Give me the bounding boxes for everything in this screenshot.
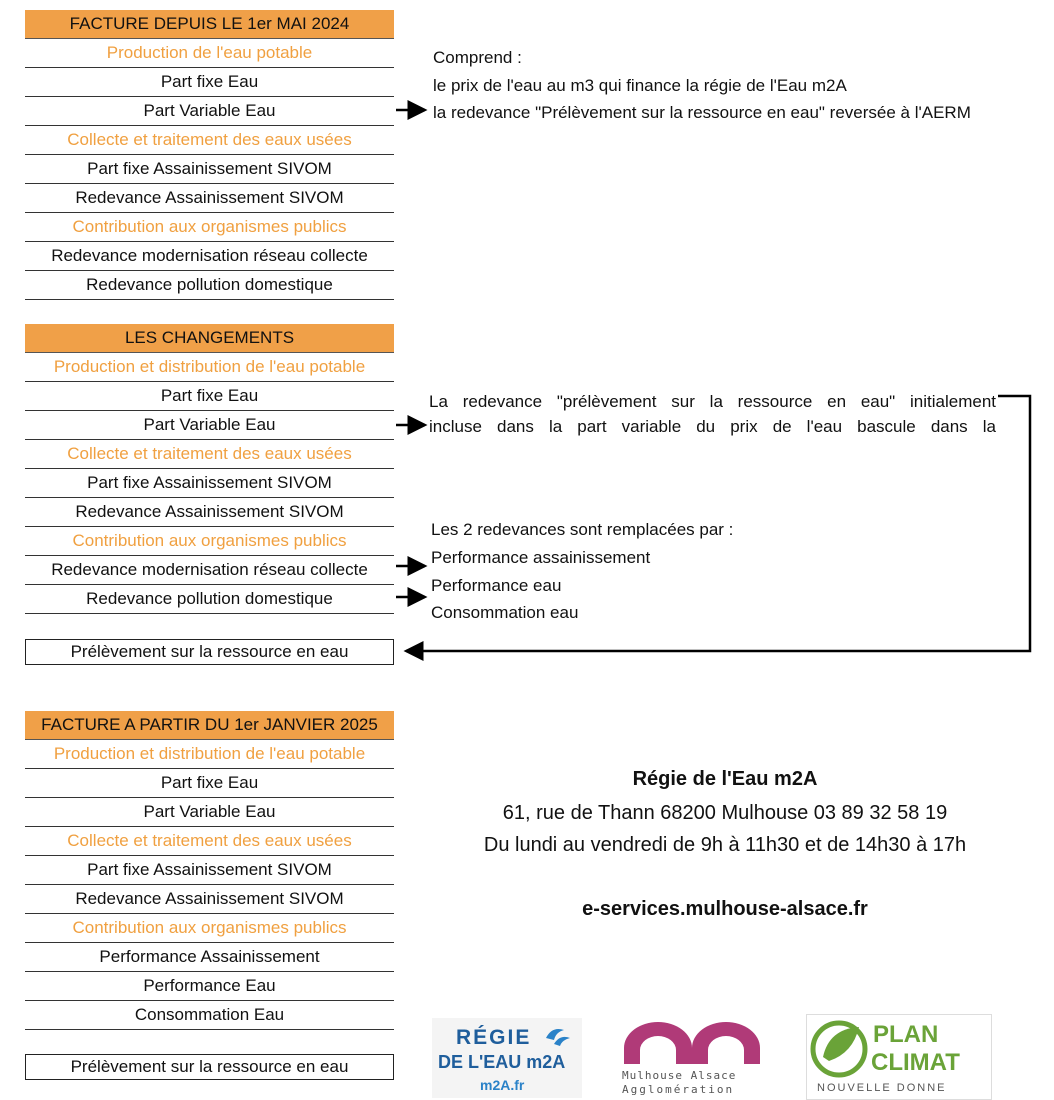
table-row: Performance Eau bbox=[25, 972, 394, 1001]
note-replace-item2: Performance eau bbox=[431, 576, 562, 595]
table-row: Part fixe Assainissement SIVOM bbox=[25, 856, 394, 885]
logo-plan-climat bbox=[806, 1014, 992, 1100]
table-row: Redevance modernisation réseau collecte bbox=[25, 556, 394, 585]
table-section-label: Collecte et traitement des eaux usées bbox=[25, 827, 394, 856]
contact-hours: Du lundi au vendredi de 9h à 11h30 et de 14h30 à 17h bbox=[483, 834, 967, 856]
table-row: Redevance pollution domestique bbox=[25, 585, 394, 614]
table-header: FACTURE A PARTIR DU 1er JANVIER 2025 bbox=[25, 711, 394, 740]
logo-regie-line2: DE L'EAU m2A bbox=[438, 1052, 566, 1072]
logo-plan-line3: NOUVELLE DONNE bbox=[817, 1082, 947, 1094]
table-row: Redevance pollution domestique bbox=[25, 271, 394, 300]
table-header: LES CHANGEMENTS bbox=[25, 324, 394, 353]
table-row: Part Variable Eau bbox=[25, 411, 394, 440]
table-section-label: Contribution aux organismes publics bbox=[25, 527, 394, 556]
table-row: Redevance Assainissement SIVOM bbox=[25, 498, 394, 527]
table-row: Redevance modernisation réseau collecte bbox=[25, 242, 394, 271]
logo-regie-line3: m2A.fr bbox=[480, 1077, 525, 1093]
note-comprend-line2: la redevance "Prélèvement sur la ressource en eau" reversée à l'AERM bbox=[433, 103, 971, 122]
table-row: Consommation Eau bbox=[25, 1001, 394, 1030]
table-row: Redevance Assainissement SIVOM bbox=[25, 184, 394, 213]
note-redevance-line2: incluse dans la part variable du prix de l'eau bascule dans la bbox=[429, 417, 996, 436]
table-row: Part fixe Eau bbox=[25, 382, 394, 411]
table-section-label: Contribution aux organismes publics bbox=[25, 213, 394, 242]
contact-name: Régie de l'Eau m2A bbox=[632, 768, 818, 790]
note-replace-item3: Consommation eau bbox=[431, 603, 579, 622]
boxed-prelevement-2025: Prélèvement sur la ressource en eau bbox=[25, 1054, 394, 1080]
note-redevance-line1: La redevance "prélèvement sur la ressource en eau" initialement bbox=[429, 392, 996, 411]
table-row: Performance Assainissement bbox=[25, 943, 394, 972]
table-row: Part Variable Eau bbox=[25, 97, 394, 126]
logo-regie-eau bbox=[432, 1018, 582, 1098]
water-drop-icon bbox=[542, 1024, 572, 1048]
table-section-label: Production et distribution de l'eau potable bbox=[25, 353, 394, 382]
table-row: Part Variable Eau bbox=[25, 798, 394, 827]
table-section-label: Collecte et traitement des eaux usées bbox=[25, 440, 394, 469]
note-replace-title: Les 2 redevances sont remplacées par : bbox=[431, 520, 734, 539]
table-section-label: Production de l'eau potable bbox=[25, 39, 394, 68]
note-comprend-line1: le prix de l'eau au m3 qui finance la régie de l'Eau m2A bbox=[433, 76, 847, 95]
table-section-label: Collecte et traitement des eaux usées bbox=[25, 126, 394, 155]
contact-website[interactable]: e-services.mulhouse-alsace.fr bbox=[582, 898, 868, 920]
note-replace-item1: Performance assainissement bbox=[431, 548, 651, 567]
m2a-arches-icon bbox=[618, 1018, 766, 1066]
logo-m2a-line2: Agglomération bbox=[622, 1083, 735, 1096]
connector-bascule bbox=[406, 396, 1030, 651]
logo-plan-line2: CLIMAT bbox=[871, 1049, 960, 1076]
logo-regie-line1: RÉGIE bbox=[456, 1026, 532, 1049]
table-header: FACTURE DEPUIS LE 1er MAI 2024 bbox=[25, 10, 394, 39]
table-row: Part fixe Assainissement SIVOM bbox=[25, 155, 394, 184]
table-row: Redevance Assainissement SIVOM bbox=[25, 885, 394, 914]
leaf-icon bbox=[809, 1017, 871, 1079]
table-row: Part fixe Assainissement SIVOM bbox=[25, 469, 394, 498]
table-row: Part fixe Eau bbox=[25, 68, 394, 97]
contact-address: 61, rue de Thann 68200 Mulhouse 03 89 32 58 19 bbox=[502, 802, 948, 824]
table-row: Part fixe Eau bbox=[25, 769, 394, 798]
table-section-label: Production et distribution de l'eau potable bbox=[25, 740, 394, 769]
note-comprend-title: Comprend : bbox=[433, 48, 522, 67]
logo-plan-line1: PLAN bbox=[873, 1021, 939, 1048]
table-section-label: Contribution aux organismes publics bbox=[25, 914, 394, 943]
logo-m2a bbox=[618, 1018, 766, 1098]
logo-m2a-line1: Mulhouse Alsace bbox=[622, 1069, 737, 1082]
boxed-prelevement-changes: Prélèvement sur la ressource en eau bbox=[25, 639, 394, 665]
